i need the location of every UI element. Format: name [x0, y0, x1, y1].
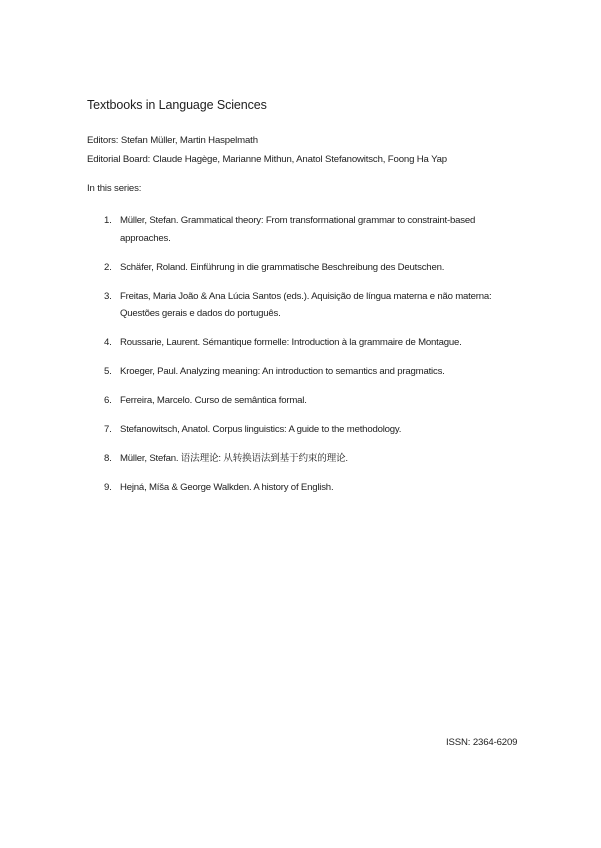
- issn-label: ISSN: 2364-6209: [446, 737, 518, 748]
- list-item-number: 2.: [104, 261, 112, 273]
- editors-line: Editors: Stefan Müller, Martin Haspelmath: [87, 135, 258, 146]
- list-item: [104, 288, 524, 323]
- list-item-number: 7.: [104, 424, 112, 435]
- list-item-text: Freitas, Maria João & Ana Lúcia Santos (eds.). Aquisição de língua materna e não materna: Questões gerais e dados do português.: [120, 290, 492, 319]
- list-item-text: Schäfer, Roland. Einführung in die grammatische Beschreibung des Deutschen.: [120, 261, 445, 273]
- list-item-text: Kroeger, Paul. Analyzing meaning: An introduction to semantics and pragmatics.: [120, 366, 445, 377]
- list-item-number: 8.: [104, 453, 112, 464]
- editors-block: [87, 131, 447, 169]
- list-item-number: 4.: [104, 337, 112, 348]
- list-item-number: 6.: [104, 395, 112, 406]
- series-title: Textbooks in Language Sciences: [87, 98, 267, 112]
- list-item: [104, 479, 524, 497]
- list-item-number: 9.: [104, 482, 112, 493]
- list-item-text: Ferreira, Marcelo. Curso de semântica formal.: [120, 395, 307, 406]
- in-series-label: In this series:: [87, 183, 142, 194]
- list-item-text: Müller, Stefan. 语法理论: 从转换语法到基于约束的理论.: [120, 453, 348, 464]
- list-item: [104, 334, 524, 352]
- list-item: [104, 363, 524, 381]
- editorial-board-line: Editorial Board: Claude Hagège, Marianne Mithun, Anatol Stefanowitsch, Foong Ha Yap: [87, 154, 447, 165]
- list-item: [104, 259, 524, 277]
- list-item-number: 1.: [104, 215, 112, 226]
- series-list: [104, 212, 524, 508]
- list-item-text: Müller, Stefan. Grammatical theory: From transformational grammar to constraint-based approaches.: [120, 215, 476, 244]
- list-item: [104, 392, 524, 410]
- list-item: [104, 212, 524, 247]
- list-item-number: 5.: [104, 366, 112, 377]
- list-item: [104, 421, 524, 439]
- list-item: [104, 450, 524, 468]
- list-item-text: Roussarie, Laurent. Sémantique formelle: Introduction à la grammaire de Montague.: [120, 337, 462, 348]
- list-item-text: Stefanowitsch, Anatol. Corpus linguistics: A guide to the methodology.: [120, 424, 402, 435]
- list-item-text: Hejná, Míša & George Walkden. A history of English.: [120, 482, 334, 493]
- list-item-number: 3.: [104, 290, 112, 302]
